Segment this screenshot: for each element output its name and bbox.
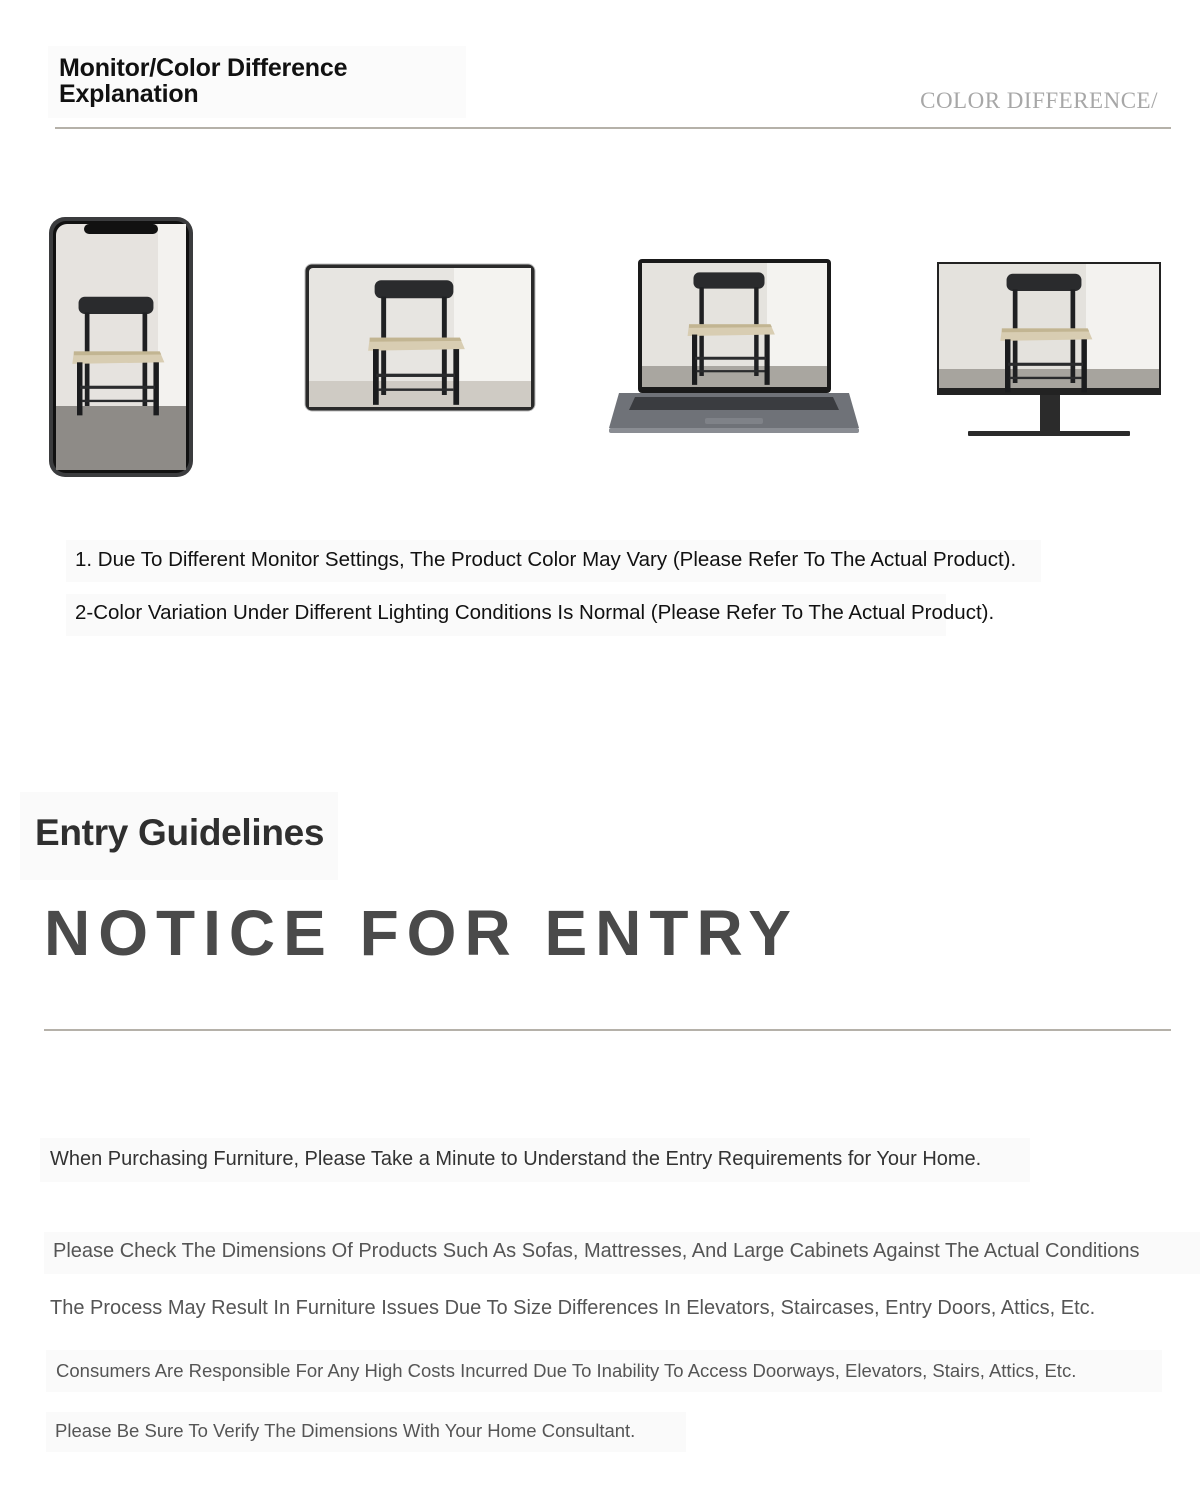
entry-line-4: Please Be Sure To Verify The Dimensions With Your Home Consultant.: [55, 1420, 636, 1441]
tablet-device: [304, 263, 536, 413]
laptop-device: [607, 258, 861, 436]
notice-title: NOTICE FOR ENTRY: [44, 897, 799, 969]
entry-line-1: Please Check The Dimensions Of Products Such As Sofas, Mattresses, And Large Cabinets Against The Actual Conditions: [53, 1240, 1140, 1262]
section-title: [59, 55, 347, 107]
laptop-icon: [607, 258, 861, 436]
entry-line-2: The Process May Result In Furniture Issues Due To Size Differences In Elevators, Staircases, Entry Doors, Attics, Etc.: [50, 1297, 1096, 1319]
entry-divider: [44, 1029, 1171, 1031]
title-box: [48, 46, 466, 118]
entry-heading: Entry Guidelines: [35, 812, 325, 853]
tablet-icon: [304, 263, 536, 413]
note-2: 2-Color Variation Under Different Lighting Conditions Is Normal (Please Refer To The Actual Product).: [75, 601, 995, 624]
monitor-device: [936, 261, 1162, 439]
note-1: 1. Due To Different Monitor Settings, The Product Color May Vary (Please Refer To The Actual Product).: [75, 548, 1017, 571]
section-title-line2: Explanation: [59, 80, 199, 108]
phone-device: [48, 216, 194, 478]
entry-intro: When Purchasing Furniture, Please Take a Minute to Understand the Entry Requirements for Your Home.: [50, 1148, 982, 1170]
section-subtitle: COLOR DIFFERENCE/: [920, 88, 1158, 113]
section-divider: [55, 127, 1171, 129]
monitor-icon: [936, 261, 1162, 439]
entry-line-3: Consumers Are Responsible For Any High Costs Incurred Due To Inability To Access Doorways, Elevators, Stairs, Attics, Etc.: [56, 1360, 1077, 1381]
section-title-line1: Monitor/Color Difference: [59, 54, 348, 82]
phone-icon: [48, 216, 194, 478]
